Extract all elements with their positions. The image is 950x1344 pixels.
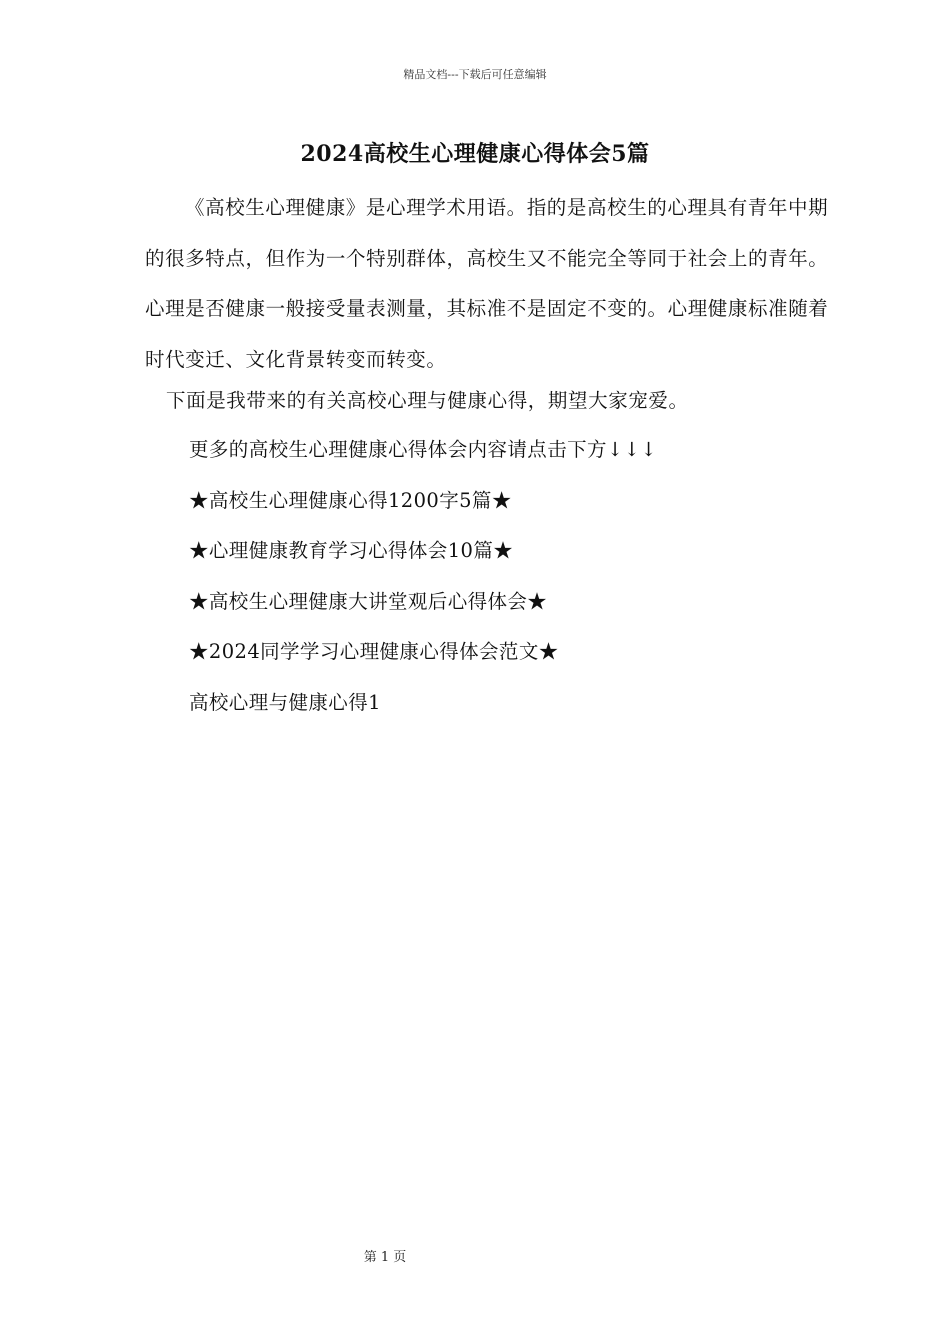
lead-sentence: 下面是我带来的有关高校心理与健康心得，期望大家宠爱。 — [166, 389, 689, 412]
document-header: 精品文档---下载后可任意编辑 — [403, 68, 547, 81]
intro-paragraph: 《高校生心理健康》是心理学术用语。指的是高校生的心理具有青年中期的很多特点，但作为一个特别群体，高校生又不能完全等同于社会上的青年。心理是否健康一般接受量表测量，其标准不是固定不变的。心理健康标准随着时代变迁、文化背景转变而转变。 — [145, 196, 829, 371]
document-title: 2024高校生心理健康心得体会5篇 — [300, 141, 650, 167]
intro-paragraph-block — [145, 183, 835, 385]
more-content-prompt: 更多的高校生心理健康心得体会内容请点击下方↓↓↓ — [189, 438, 658, 461]
related-link-2[interactable]: ★心理健康教育学习心得体会10篇★ — [189, 539, 514, 562]
links-list — [189, 436, 657, 739]
related-link-4[interactable]: ★2024同学学习心理健康心得体会范文★ — [189, 640, 559, 663]
related-link-1[interactable]: ★高校生心理健康心得1200字5篇★ — [189, 488, 512, 512]
related-link-3[interactable]: ★高校生心理健康大讲堂观后心得体会★ — [189, 589, 548, 613]
section-heading: 高校心理与健康心得1 — [189, 690, 381, 714]
page-number: 第 1 页 — [363, 1250, 407, 1265]
